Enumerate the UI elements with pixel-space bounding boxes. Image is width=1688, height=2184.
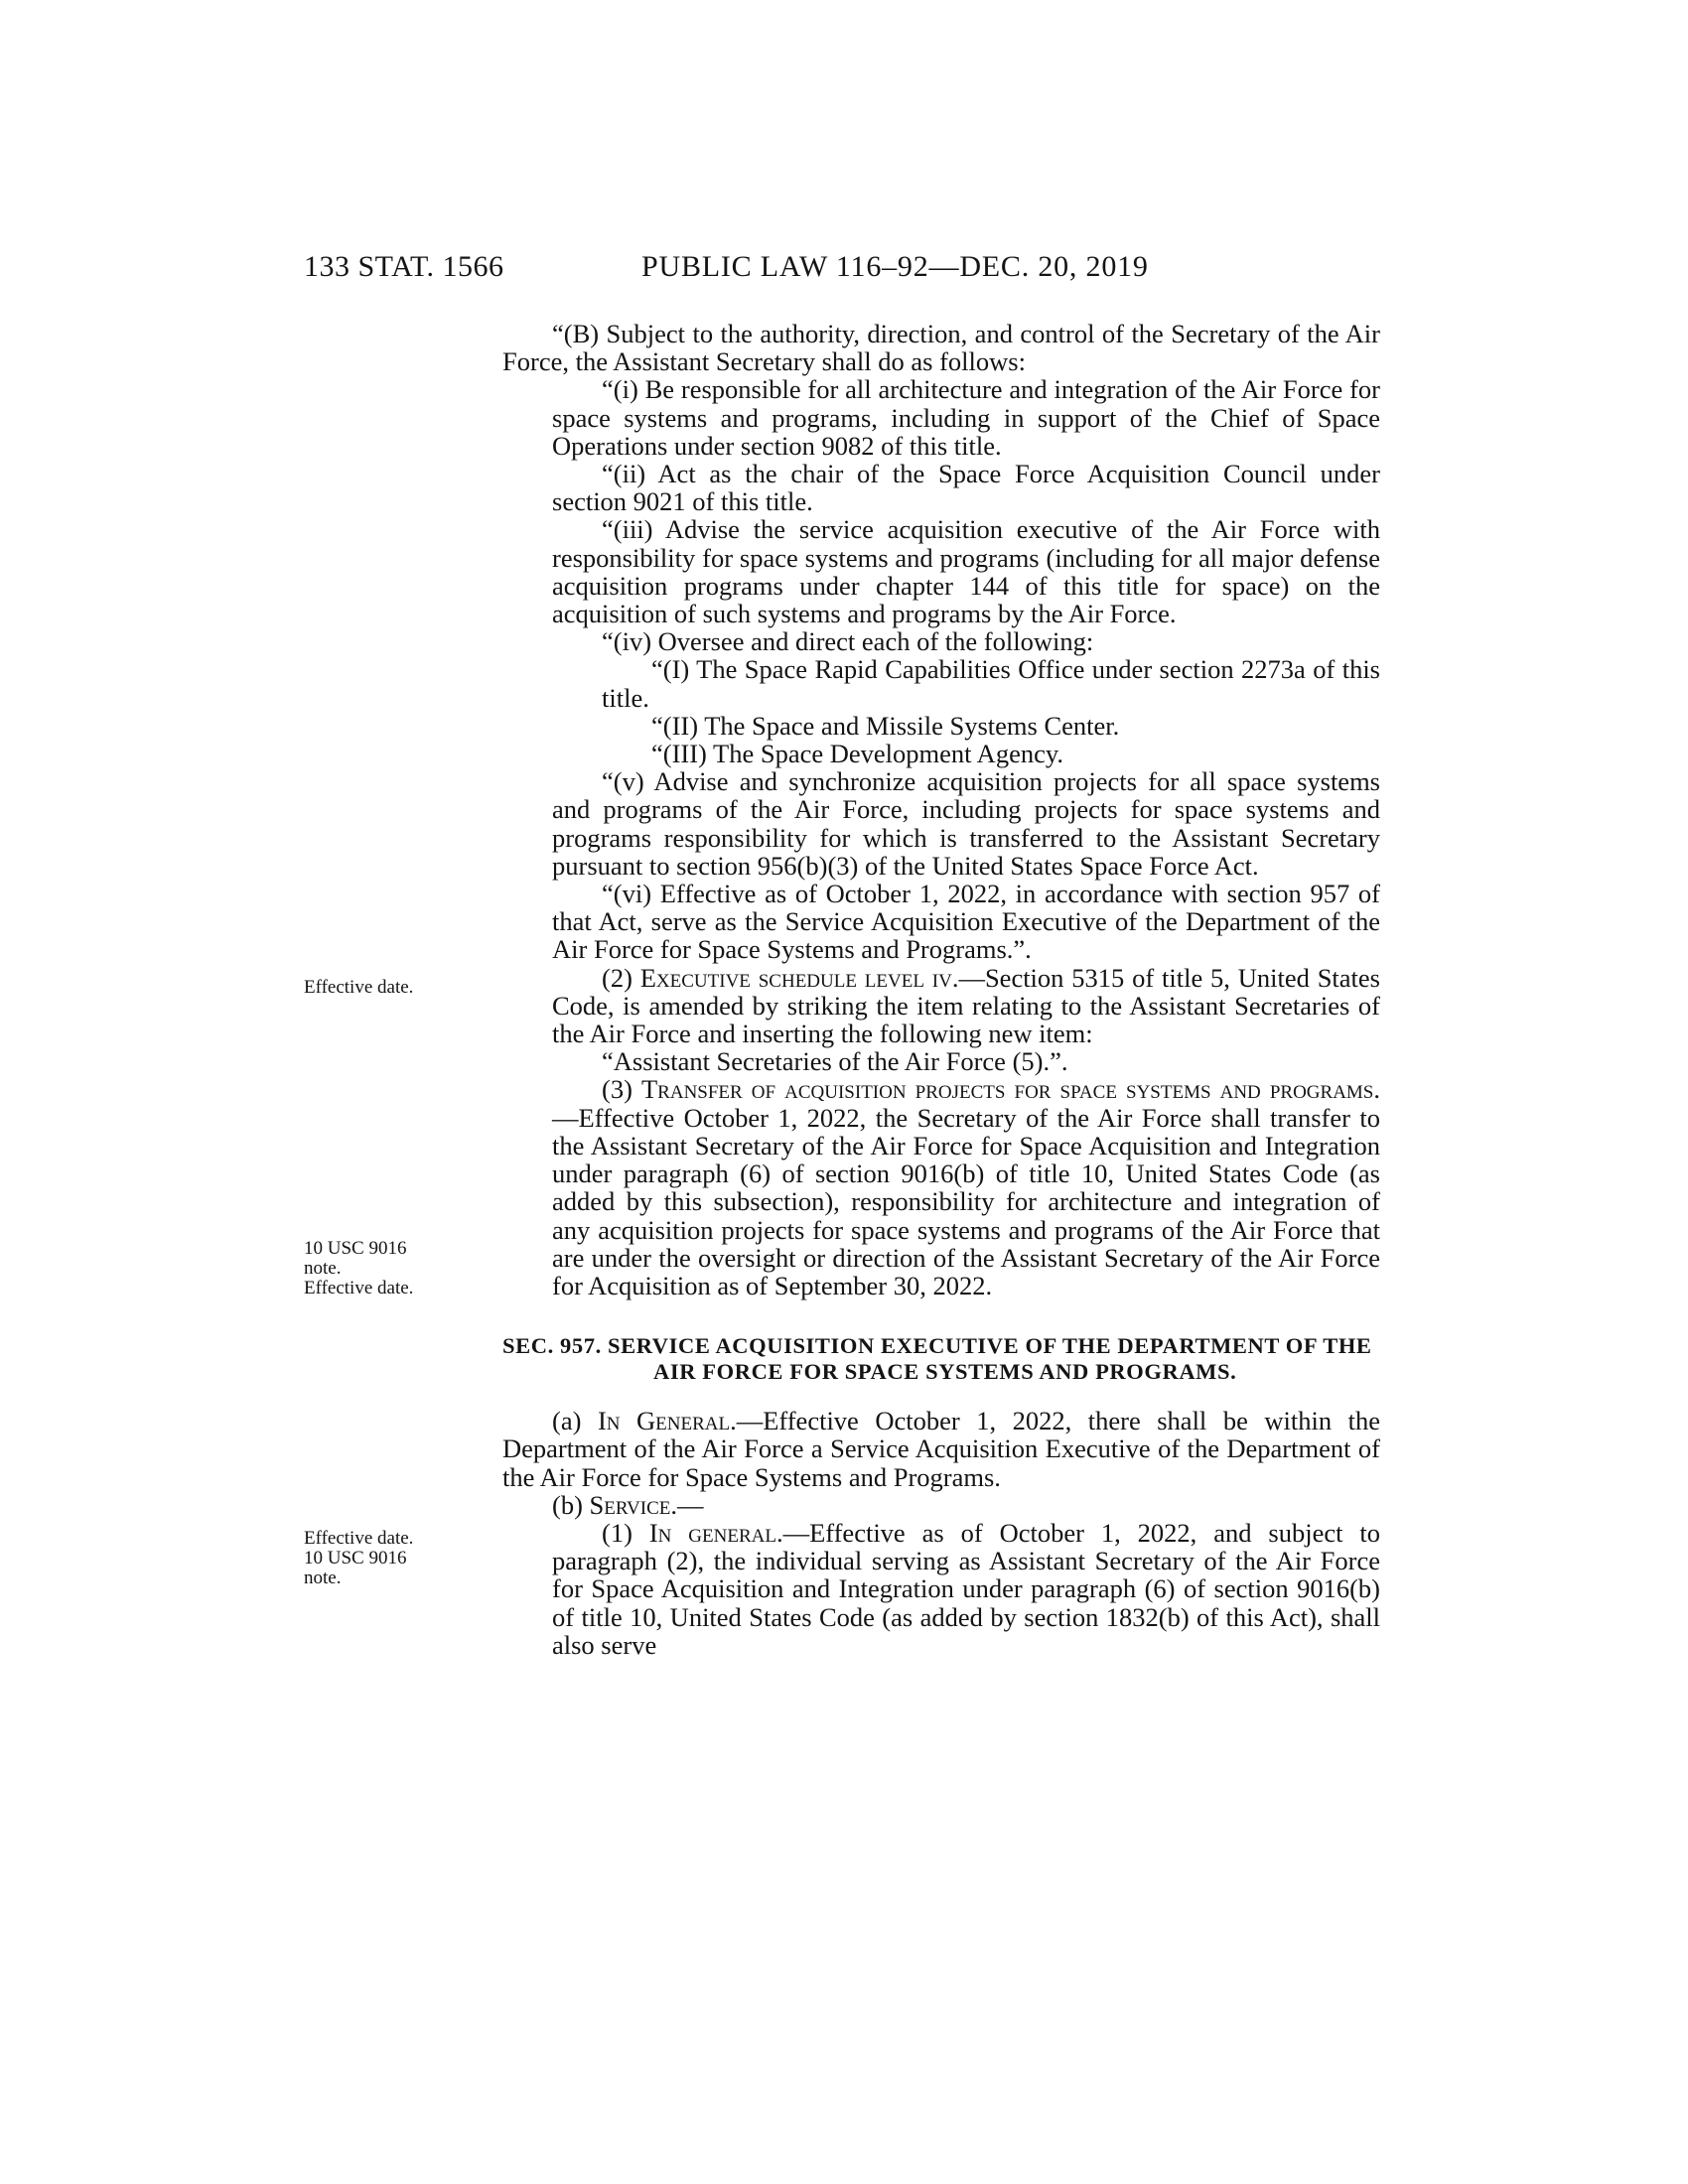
document-body — [502, 320, 1380, 1659]
paragraph-text: .— — [670, 1489, 704, 1520]
public-law-title: PUBLIC LAW 116–92—DEC. 20, 2019 — [641, 250, 1149, 283]
subclause-II: “(II) The Space and Missile Systems Center. — [651, 710, 1120, 741]
clause-vi: “(vi) Effective as of October 1, 2022, in accordance with section 957 of that Act, serve as the Service Acquisition Executive of the Department of the Air Force for Space Systems and Programs.”. — [552, 879, 1380, 965]
paragraph-number: (3) — [602, 1074, 641, 1105]
clause-ii: “(ii) Act as the chair of the Space Force Acquisition Council under section 9021 of this title. — [552, 459, 1380, 517]
margin-note-effective-date — [304, 978, 453, 998]
clause-iv: “(iv) Oversee and direct each of the following: — [602, 626, 1094, 657]
paragraph-number: (1) — [602, 1517, 649, 1548]
paragraph-heading: Executive schedule level iv — [639, 962, 952, 993]
paragraph-1-in-general — [502, 1519, 1380, 1659]
margin-note-line: Effective date. — [304, 977, 414, 998]
paragraph-number: (2) — [602, 962, 640, 993]
clause-iii: “(iii) Advise the service acquisition executive of the Air Force with responsibility for space systems and programs (including for all major defense acquisition programs under chapter 144 of this title for space) on the acquisition of such systems and programs by the Air Force. — [552, 514, 1380, 629]
margin-note-line: Effective date. — [304, 1528, 414, 1549]
paragraph-text: .—Effective October 1, 2022, the Secretary of the Air Force shall transfer to the Assistant Secretary of the Air Force for Space Acquisition and Integration under paragraph (6) of section 9016(b) of title 10, United States Code (as added by this subsection), responsibility for architecture and integration of any acquisition projects for space systems and programs of the Air Force that are under the oversight or direction of the Assistant Secretary of the Air Force for Acquisition as of September 30, 2022. — [552, 1074, 1381, 1300]
paragraph-text: .—Effective as of October 1, 2022, and subject to paragraph (2), the individual serving as Assistant Secretary of the Air Force for Space Acquisition and Integration under paragraph (6) of section 9016(b) of title 10, United States Code (as added by section 1832(b) of this Act), shall also serve — [552, 1517, 1380, 1660]
subsection-a — [502, 1407, 1380, 1491]
paragraph-text: .—Effective October 1, 2022, there shall be within the Department of the Air Force a Service Acquisition Executive of the Department of the Air Force for Space Systems and Programs. — [502, 1406, 1380, 1492]
page-header — [304, 250, 1380, 290]
subsection-b — [502, 1491, 1380, 1519]
section-heading: SEC. 957. SERVICE ACQUISITION EXECUTIVE OF THE DEPARTMENT OF THE AIR FORCE FOR SPACE SYSTEMS AND PROGRAMS. — [502, 1333, 1372, 1385]
margin-note-line: note. — [304, 1568, 342, 1588]
margin-note-line: 10 USC 9016 — [304, 1548, 407, 1569]
paragraph-2-executive-schedule — [502, 964, 1380, 1048]
margin-note-sec957 — [304, 1529, 453, 1588]
margin-note-line: Effective date. — [304, 1278, 414, 1298]
paragraph-heading: Transfer of acquisition projects for space systems and programs — [640, 1074, 1374, 1105]
subclause-III: “(III) The Space Development Agency. — [651, 739, 1063, 769]
paragraph-number: (a) — [552, 1406, 598, 1436]
statute-page-number: 133 STAT. 1566 — [304, 250, 504, 283]
paragraph-heading: In General — [597, 1406, 731, 1436]
clause-v: “(v) Advise and synchronize acquisition projects for all space systems and programs of the Air Force, including projects for space systems and programs responsibility for which is transferred to the Assistant Secretary pursuant to section 956(b)(3) of the United States Space Force Act. — [552, 766, 1380, 881]
clause-i: “(i) Be responsible for all architecture and integration of the Air Force for space systems and programs, including in support of the Chief of Space Operations under section 9082 of this title. — [552, 374, 1380, 461]
paragraph-number: (b) — [552, 1489, 590, 1520]
paragraph-text: .—Section 5315 of title 5, United States Code, is amended by striking the item relating to the Assistant Secretaries of the Air Force and inserting the following new item: — [552, 962, 1380, 1049]
paragraph-B: “(B) Subject to the authority, direction, and control of the Secretary of the Air Force, the Assistant Secretary shall do as follows: — [502, 319, 1380, 377]
subclause-I: “(I) The Space Rapid Capabilities Office under section 2273a of this title. — [602, 654, 1380, 713]
margin-note-line: 10 USC 9016 — [304, 1238, 407, 1259]
paragraph-heading: In general — [648, 1517, 776, 1548]
margin-note-usc-effective — [304, 1239, 453, 1298]
inserted-item: “Assistant Secretaries of the Air Force (5).”. — [602, 1046, 1068, 1077]
paragraph-3-transfer — [502, 1075, 1380, 1299]
paragraph-heading: Service — [589, 1489, 671, 1520]
margin-note-line: note. — [304, 1258, 342, 1279]
